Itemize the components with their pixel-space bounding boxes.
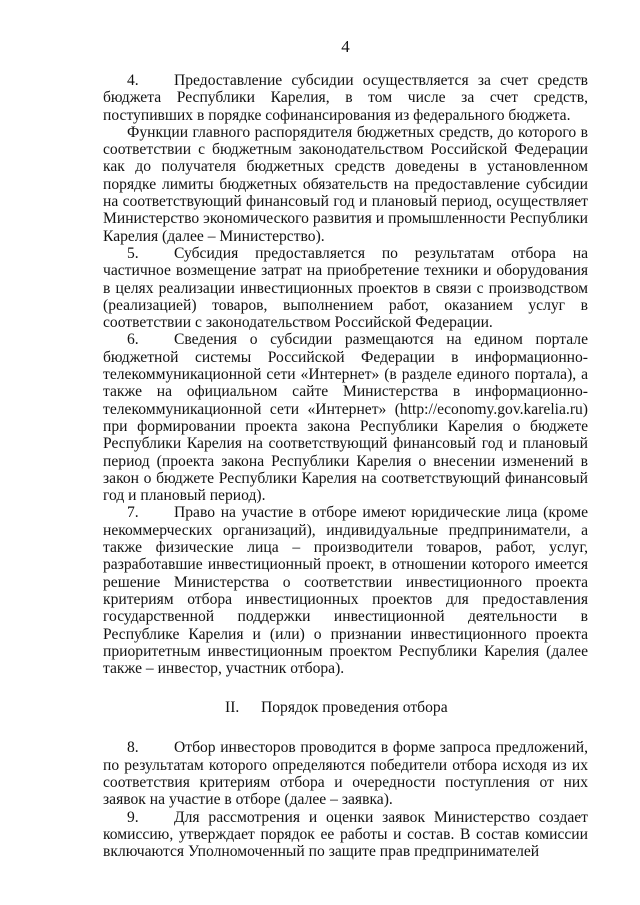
paragraph-8 [103, 739, 588, 808]
paragraph-7 [103, 504, 588, 677]
paragraph-text: Право на участие в отборе имеют юридические лица (кроме некоммерческих организаций), индивидуальные предприниматели, а также физические лица – производители товаров, работ, услуг, разработавшие инвестиционный проект, в отношении которого имеется решение Министерства о соответствии инвестиционного проекта критериям отбора инвестиционных проектов для предоставления государственной поддержки инвестиционной деятельности в Республике Карелия и (или) о признании инвестиционного проекта приоритетным инвестиционным проектом Республики Карелия (далее также – инвестор, участник отбора). [103, 504, 588, 678]
page-number: 4 [341, 37, 350, 56]
document-body-continued [103, 739, 588, 860]
document-body [103, 72, 588, 677]
paragraph-number: 5. [127, 244, 139, 262]
paragraph-4 [103, 72, 588, 124]
paragraph-5 [103, 245, 588, 331]
paragraph-number: 4. [127, 72, 139, 89]
section-heading [103, 699, 588, 717]
section-title: Порядок проведения отбора [261, 699, 448, 717]
section-number: II. [225, 699, 240, 717]
paragraph-text: Субсидия предоставляется по результатам отбора на частичное возмещение затрат на приобретение техники и оборудования в целях реализации инвестиционных проектов в связи с производством (реализацией) товаров, выполнением работ, оказанием услуг в соответствии с законодательством Российской Федерации. [103, 244, 588, 332]
paragraph-number: 6. [127, 331, 139, 349]
paragraph-text: Отбор инвесторов проводится в форме запроса предложений, по результатам которого определяются победители отбора исходя из их соответствия критериям отбора и очередности поступления от них заявок на участие в отборе (далее – заявка). [103, 739, 588, 809]
paragraph-text: Сведения о субсидии размещаются на едином портале бюджетной системы Российской Федерации в информационно-телекоммуникационной сети «Интернет» (в разделе единого портала), а также на официальном сайте Министерства в информационно-телекоммуникационной сети «Интернет» (http://economy.gov.karelia.ru) при формировании проекта закона Республики Карелия о бюджете Республики Карелия на соответствующий финансовый год и плановый период (проекта закона Республики Карелия о внесении изменений в закон о бюджете Республики Карелия на соответствующий финансовый год и плановый период). [103, 331, 588, 505]
paragraph-number: 9. [127, 808, 139, 826]
paragraph-number: 7. [127, 504, 139, 522]
paragraph-text: Для рассмотрения и оценки заявок Министерство создает комиссию, утверждает порядок ее работы и состав. В состав комиссии включаются Уполномоченный по защите прав предпринимателей [103, 808, 588, 861]
paragraph-6 [103, 331, 588, 504]
paragraph-number: 8. [127, 739, 139, 757]
paragraph-text: Функции главного распорядителя бюджетных средств, до которого в соответствии с бюджетным законодательством Российской Федерации как до получателя бюджетных средств доведены в установленном порядке лимиты бюджетных обязательств на предоставление субсидии на соответствующий финансовый год и плановый период, осуществляет Министерство экономического развития и промышленности Республики Карелия (далее – Министерство). [103, 123, 588, 245]
paragraph-text: Предоставление субсидии осуществляется за счет средств бюджета Республики Карелия, в том числе за счет средств, поступивших в порядке софинансирования из федерального бюджета. [103, 72, 588, 124]
paragraph-4-continuation [103, 124, 588, 245]
paragraph-9 [103, 809, 588, 861]
